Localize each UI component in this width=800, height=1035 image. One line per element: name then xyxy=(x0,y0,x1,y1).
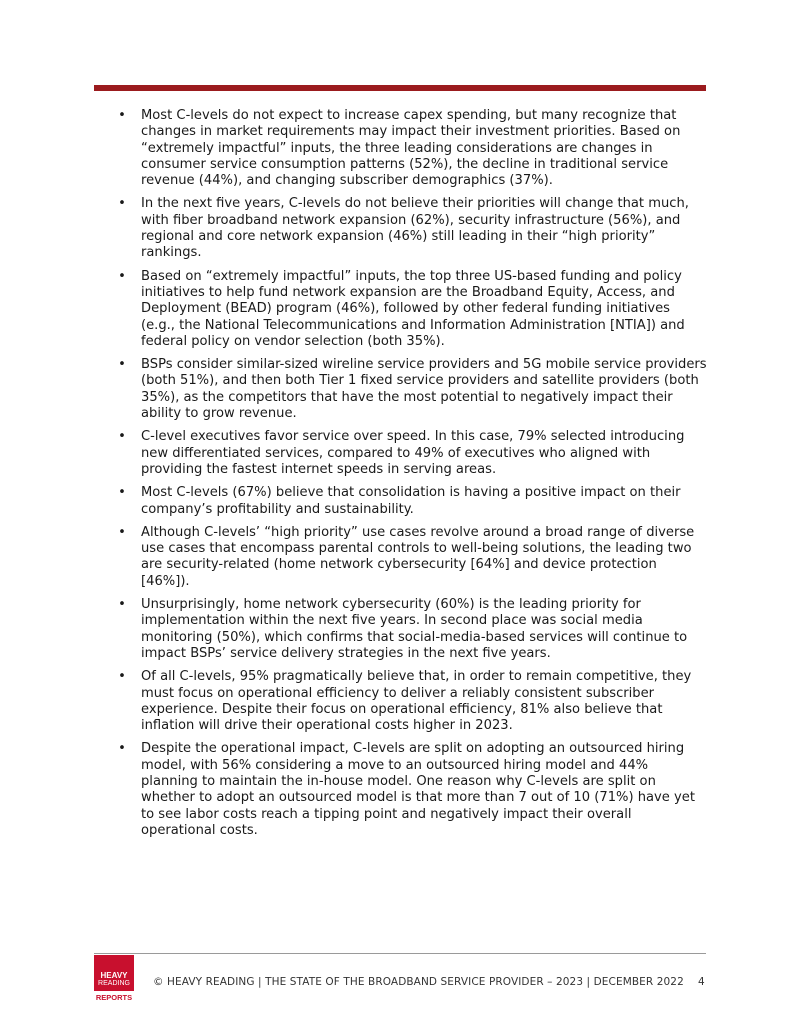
bullet-marker: • xyxy=(118,196,126,212)
bullet-marker: • xyxy=(118,741,126,757)
bullet-text: BSPs consider similar-sized wireline service providers and 5G mobile service providers (both 51%), and then both Tier 1 fixed service providers and satellite providers (both 35%), as the competitors that have the most potential to negatively impact their ability to grow revenue. xyxy=(141,357,707,422)
bullet-marker: • xyxy=(118,357,126,373)
bullet-marker: • xyxy=(118,524,126,540)
heavy-reading-logo xyxy=(94,955,134,1003)
bullet-marker: • xyxy=(118,485,126,501)
bullet-marker: • xyxy=(118,108,126,123)
footer-text: © HEAVY READING | THE STATE OF THE BROADBAND SERVICE PROVIDER – 2023 | DECEMBER 2022 xyxy=(153,976,684,988)
bullet-text: Despite the operational impact, C-levels are split on adopting an outsourced hiring model, with 56% considering a move to an outsourced hiring model and 44% planning to maintain the in-house model. One reason why C-levels are split on whether to adopt an outsourced model is that more than 7 out of 10 (71%) have yet to see labor costs reach a tipping point and negatively impact their overall operational costs. xyxy=(141,741,695,838)
list-item xyxy=(116,669,708,734)
findings-list xyxy=(116,108,708,846)
bullet-marker: • xyxy=(118,429,126,445)
bullet-text: C-level executives favor service over speed. In this case, 79% selected introducing new differentiated services, compared to 49% of executives who aligned with providing the fastest internet speeds in serving areas. xyxy=(141,429,685,477)
bullet-text: Of all C-levels, 95% pragmatically believe that, in order to remain competitive, they must focus on operational efficiency to deliver a reliably consistent subscriber experience. Despite their focus on operational efficiency, 81% also believe that inflation will drive their operational costs higher in 2023. xyxy=(141,669,692,734)
bullet-text: Most C-levels (67%) believe that consolidation is having a positive impact on their company’s profitability and sustainability. xyxy=(141,485,681,517)
footer-rule xyxy=(94,953,706,954)
logo-reports-text: REPORTS xyxy=(95,993,133,1002)
list-item xyxy=(116,525,708,590)
logo-block xyxy=(94,955,134,991)
list-item xyxy=(116,108,708,189)
list-item xyxy=(116,357,708,422)
bullet-text: Most C-levels do not expect to increase capex spending, but many recognize that changes in market requirements may impact their investment priorities. Based on “extremely impactful” inputs, the three leading considerations are changes in consumer service consumption patterns (52%), the decline in traditional service revenue (44%), and changing subscriber demographics (37%). xyxy=(141,108,681,189)
logo-heavy-text: HEAVY xyxy=(100,971,128,980)
logo-reading-text: READING xyxy=(98,980,130,987)
page-number: 4 xyxy=(698,976,705,988)
list-item xyxy=(116,485,708,518)
list-item xyxy=(116,597,708,662)
bullet-text: Although C-levels’ “high priority” use cases revolve around a broad range of diverse use cases that encompass parental controls to well-being solutions, the leading two are security-related (home network cybersecurity [64%] and device protection [46%]). xyxy=(141,524,695,589)
bullet-marker: • xyxy=(118,597,126,613)
bullet-text: Unsurprisingly, home network cybersecurity (60%) is the leading priority for implementation within the next five years. In second place was social media monitoring (50%), which confirms that social-media-based services will continue to impact BSPs’ service delivery strategies in the next five years. xyxy=(141,597,688,661)
list-item xyxy=(116,196,708,261)
header-rule xyxy=(94,85,706,91)
bullet-marker: • xyxy=(118,268,126,284)
bullet-marker: • xyxy=(118,669,126,685)
list-item xyxy=(116,741,708,839)
list-item xyxy=(116,429,708,478)
bullet-text: Based on “extremely impactful” inputs, the top three US-based funding and policy initiatives to help fund network expansion are the Broadband Equity, Access, and Deployment (BEAD) program (46%), followed by other federal funding initiatives (e.g., the National Telecommunications and Information Administration [NTIA]) and federal policy on vendor selection (both 35%). xyxy=(141,268,685,349)
bullet-text: In the next five years, C-levels do not believe their priorities will change that much, with fiber broadband network expansion (62%), security infrastructure (56%), and regional and core network expansion (46%) still leading in their “high priority” rankings. xyxy=(141,196,689,261)
list-item xyxy=(116,269,708,350)
